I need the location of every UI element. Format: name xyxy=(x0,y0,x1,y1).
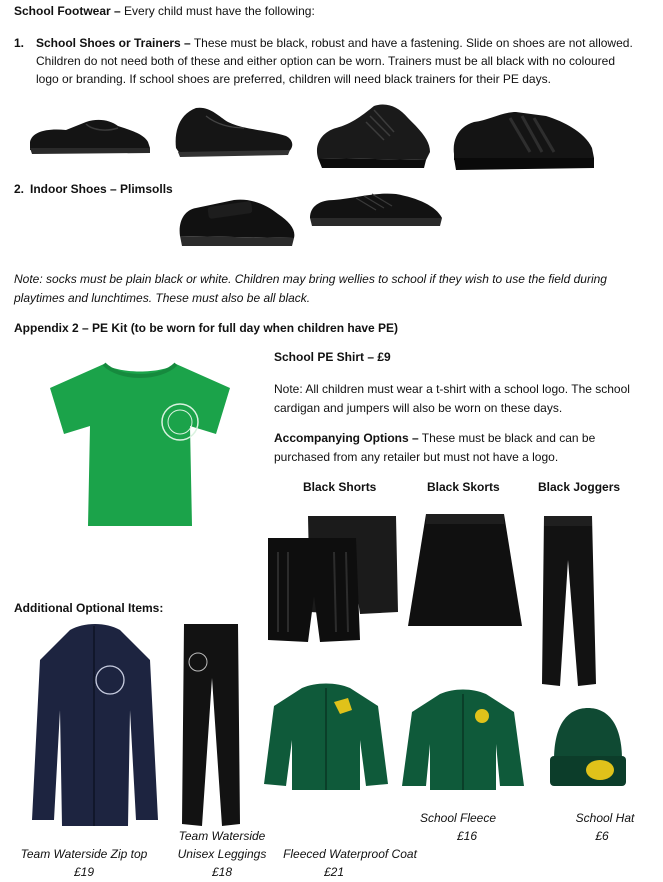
fleece-name: School Fleece xyxy=(419,811,497,825)
footwear-heading: School Footwear – xyxy=(14,4,121,18)
pe-kit-heading: Appendix 2 – PE Kit (to be worn for full day when children have PE) xyxy=(14,321,399,335)
black-shorts-image xyxy=(264,512,400,648)
accompany-title: Accompanying Options – xyxy=(274,431,419,445)
item2-title: Indoor Shoes – Plimsolls xyxy=(30,182,173,196)
leggings-price: £18 xyxy=(211,865,233,879)
zip-top-image xyxy=(30,620,160,830)
accompany-line1: These must be black and can be xyxy=(418,431,596,445)
option-black-shorts: Black Shorts xyxy=(303,480,377,494)
pe-shirt-note-line1: Note: All children must wear a t-shirt with a school logo. The school xyxy=(274,382,630,396)
black-skort-image xyxy=(406,512,524,632)
accompany-line2: purchased from any retailer but must not have a logo. xyxy=(274,450,559,464)
lace-plimsoll-image xyxy=(306,190,446,230)
socks-note-line2: playtimes and lunchtimes. These must also be all black. xyxy=(14,291,311,305)
option-black-skorts: Black Skorts xyxy=(427,480,500,494)
item1-line xyxy=(36,34,633,53)
leggings-name-line2: Unisex Leggings xyxy=(177,847,267,861)
pe-shirt-note-line2: cardigan and jumpers will also be worn on these days. xyxy=(274,401,563,415)
hat-price: £6 xyxy=(595,829,609,843)
black-trainer-image xyxy=(312,96,436,172)
coat-name: Fleeced Waterproof Coat xyxy=(283,847,417,861)
adidas-trainer-image xyxy=(450,108,598,174)
leggings-image xyxy=(178,622,244,828)
coat-price: £21 xyxy=(323,865,345,879)
accompany-line xyxy=(274,429,595,448)
school-hat-image xyxy=(548,704,628,790)
velcro-plimsoll-image xyxy=(174,190,300,248)
leggings-name-line1: Team Waterside xyxy=(178,829,266,843)
pe-shirt-image xyxy=(40,358,240,530)
school-shoe-image xyxy=(26,112,154,158)
pe-shirt-title: School PE Shirt – £9 xyxy=(274,350,391,364)
black-joggers-image xyxy=(538,512,598,692)
item2-number: 2. xyxy=(14,182,25,196)
item1-line3: logo or branding. If school shoes are preferred, children will need black trainers for their PE days. xyxy=(36,72,551,86)
item1-number: 1. xyxy=(14,36,25,50)
item1-line2: Children do not need both of these and either option can be worn. Trainers must be all black with no coloured xyxy=(36,54,616,68)
school-fleece-image xyxy=(400,688,526,792)
option-black-joggers: Black Joggers xyxy=(538,480,621,494)
item1-title: School Shoes or Trainers – xyxy=(36,36,191,50)
fleece-price: £16 xyxy=(456,829,478,843)
zip-top-name: Team Waterside Zip top xyxy=(20,847,148,861)
zip-top-price: £19 xyxy=(73,865,95,879)
footwear-heading-rest: Every child must have the following: xyxy=(120,4,315,18)
item1-line1: These must be black, robust and have a fastening. Slide on shoes are not allowed. xyxy=(190,36,633,50)
socks-note-line1: Note: socks must be plain black or white. Children may bring wellies to school if they wish to use the field during xyxy=(14,272,607,286)
optional-heading: Additional Optional Items: xyxy=(14,601,164,615)
footwear-heading-line xyxy=(14,2,315,21)
brogue-shoe-image xyxy=(170,100,298,158)
waterproof-coat-image xyxy=(262,682,390,792)
hat-name: School Hat xyxy=(575,811,635,825)
